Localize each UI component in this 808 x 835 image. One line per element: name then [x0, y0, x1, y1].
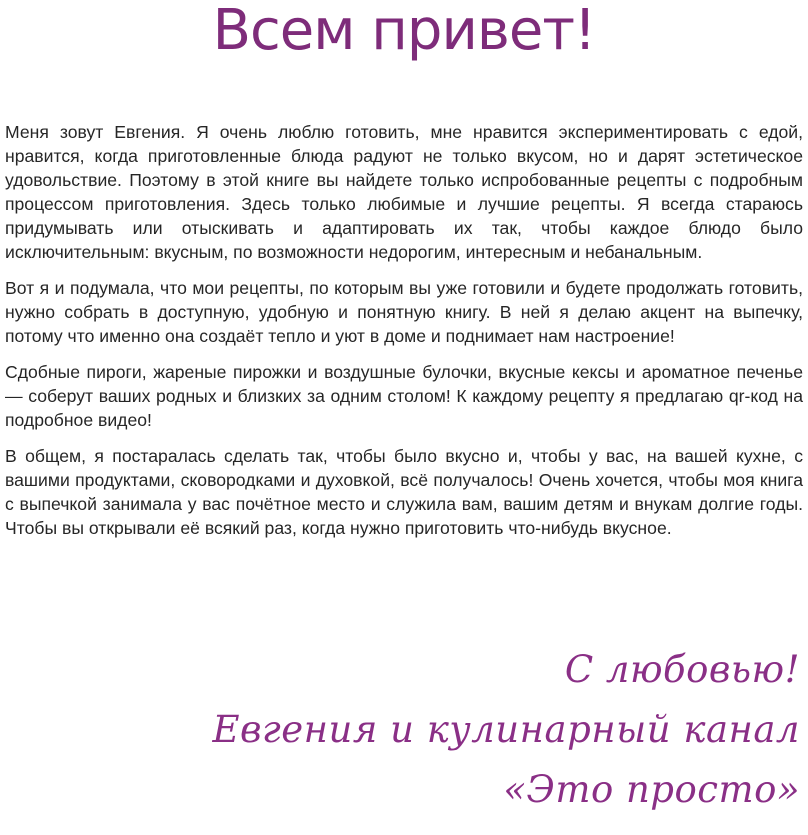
paragraph-3: Сдобные пироги, жареные пирожки и воздушные булочки, вкусные кексы и ароматное печенье — соберут ваших родных и близких за одним столом! К каждому рецепту я предлагаю qr-код на подробное видео! — [5, 362, 803, 430]
paragraph-4: В общем, я постаралась сделать так, чтобы было вкусно и, чтобы у вас, на вашей кухне, с вашими продуктами, сковородками и духовкой, всё получалось! Очень хочется, чтобы моя книга с выпечкой занимала у вас почётное место и служила вам, вашим детям и внукам долгие годы. Чтобы вы открывали её всякий раз, когда нужно приготовить что-нибудь вкусное. — [5, 446, 803, 538]
signature-line-1: С любовью! — [564, 648, 800, 691]
intro-text — [5, 120, 803, 552]
handwritten-signature — [213, 640, 801, 820]
paragraph-2: Вот я и подумала, что мои рецепты, по которым вы уже готовили и будете продолжать готовить, нужно собрать в доступную, удобную и понятную книгу. В ней я делаю акцент на выпечку, потому что именно она создаёт тепло и уют в доме и поднимает нам настроение! — [5, 278, 803, 346]
signature-line-2: Евгения и кулинарный канал — [212, 708, 800, 751]
page-title: Всем привет! — [212, 0, 596, 63]
paragraph-1: Меня зовут Евгения. Я очень люблю готовить, мне нравится экспериментировать с едой, нравится, когда приготовленные блюда радуют не только вкусом, но и дарят эстетическое удовольствие. Поэтому в этой книге вы найдете только испробованные рецепты с подробным процессом приготовления. Здесь только любимые и лучшие рецепты. Я всегда стараюсь придумывать или отыскивать и адаптировать их так, чтобы каждое блюдо было исключительным: вкусным, по возможности недорогим, интересным и небанальным. — [5, 122, 803, 262]
signature-line-3: «Это просто» — [503, 768, 800, 811]
